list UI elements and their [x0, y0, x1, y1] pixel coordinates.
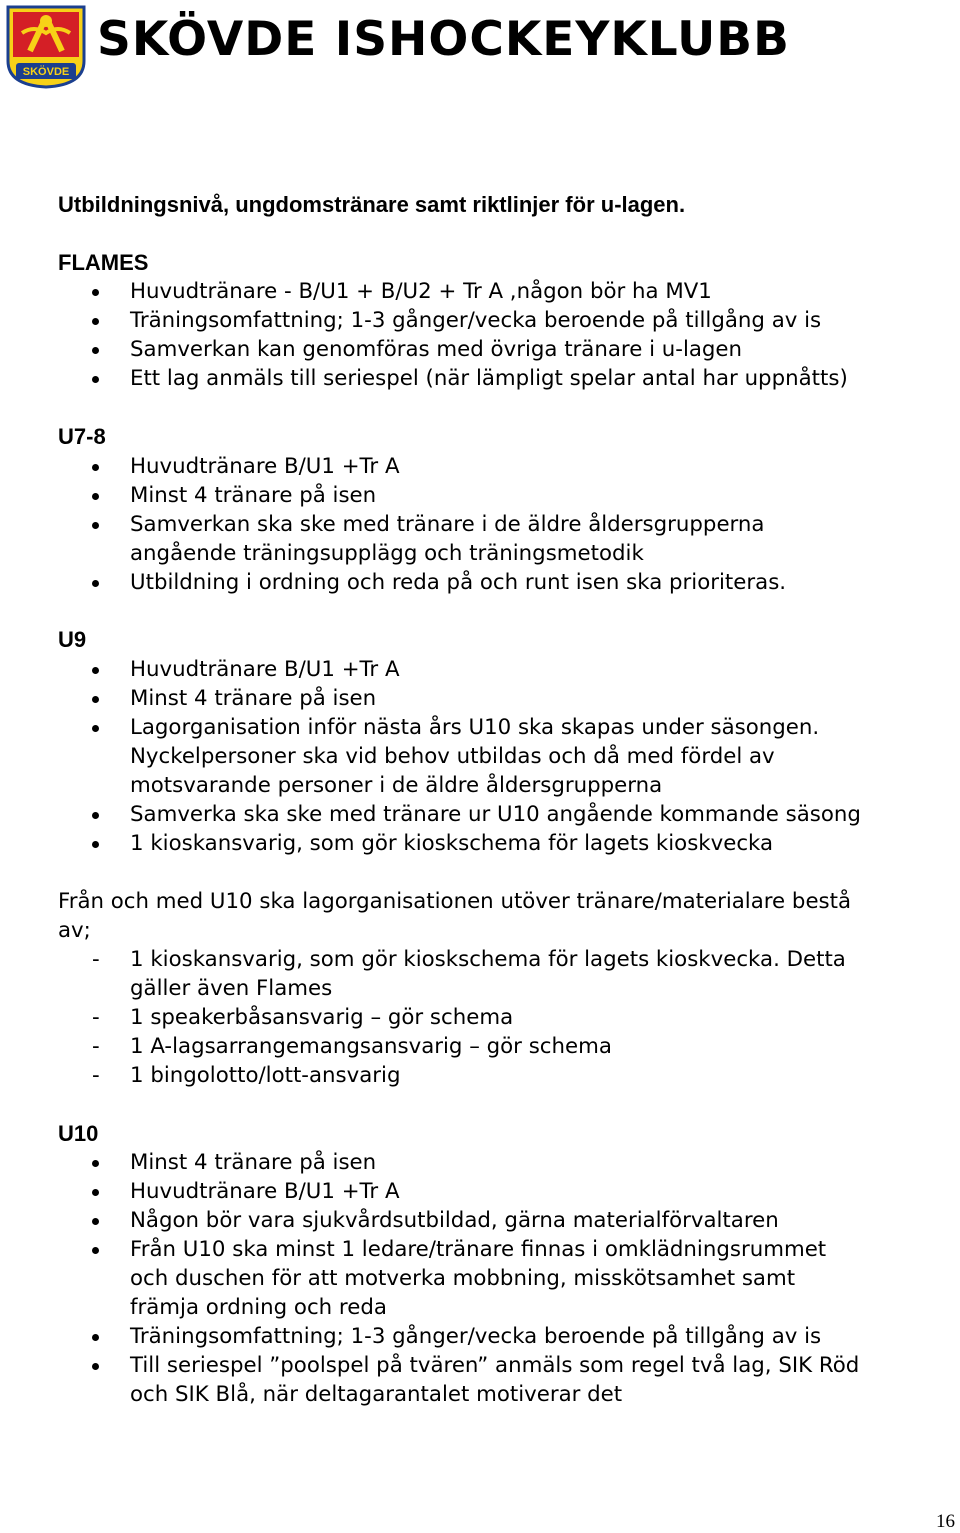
org-intro-line: Från och med U10 ska lagorganisationen utöver tränare/materialare bestå: [58, 889, 852, 914]
list-item-text: Träningsomfattning; 1-3 gånger/vecka beroende på tillgång av is: [130, 1324, 822, 1349]
list-item: Samverkan kan genomföras med övriga tränare i u-lagen: [0, 335, 960, 364]
section-title-u7-8: U7-8: [58, 424, 106, 449]
list-item-text: Minst 4 tränare på isen: [130, 1150, 377, 1175]
list-item-text: Från U10 ska minst 1 ledare/tränare finnas i omklädningsrummet: [130, 1237, 827, 1262]
list-item-text: gäller även Flames: [130, 976, 333, 1001]
list-item: [0, 1148, 960, 1177]
section-title-u10: U10: [58, 1121, 99, 1146]
list-item: [0, 452, 960, 481]
list-item-text: - 1 speakerbåsansvarig – gör schema: [130, 1005, 514, 1030]
list-item: [0, 1032, 960, 1061]
section-title-u9: U9: [58, 627, 87, 652]
list-item-text: Lagorganisation inför nästa års U10 ska skapas under säsongen.: [130, 715, 820, 740]
org-list: [0, 945, 960, 1090]
list-item: [0, 713, 960, 800]
list-item-text: främja ordning och reda: [130, 1295, 387, 1320]
u7-8-list: [0, 452, 960, 597]
list-item-text: Till seriespel ”poolspel på tvären” anmäls som regel två lag, SIK Röd: [130, 1353, 860, 1378]
u10-list: [0, 1148, 960, 1409]
logo-text: SKÖVDE: [22, 66, 70, 78]
list-item: [0, 1322, 960, 1351]
list-item-text: Minst 4 tränare på isen: [130, 686, 377, 711]
list-item-text: Huvudtränare B/U1 +Tr A: [130, 657, 400, 682]
list-item-text: Huvudtränare B/U1 +Tr A: [130, 1179, 400, 1204]
list-item-text: motsvarande personer i de äldre åldersgrupperna: [130, 773, 663, 798]
list-item: Huvudtränare - B/U1 + B/U2 + Tr A ,någon bör ha MV1: [0, 277, 960, 306]
list-item: [0, 1177, 960, 1206]
document-heading: Utbildningsnivå, ungdomstränare samt riktlinjer för u-lagen.: [58, 192, 686, 217]
list-item-text: Samverkan ska ske med tränare i de äldre åldersgrupperna: [130, 512, 765, 537]
list-item: [0, 945, 960, 1003]
list-item: [0, 510, 960, 568]
list-item: [0, 1235, 960, 1322]
list-item: [0, 481, 960, 510]
list-item-text: - 1 A-lagsarrangemangsansvarig – gör schema: [130, 1034, 612, 1059]
list-item: [0, 1351, 960, 1409]
list-item-text: angående träningsupplägg och träningsmetodik: [130, 541, 644, 566]
list-item: [0, 800, 960, 829]
list-item-text: Minst 4 tränare på isen: [130, 483, 377, 508]
list-item: [0, 684, 960, 713]
list-item-text: - 1 bingolotto/lott-ansvarig: [130, 1063, 401, 1088]
list-item-text: 1 kioskansvarig, som gör kioskschema för lagets kioskvecka: [130, 831, 774, 856]
flames-list: [0, 277, 960, 393]
list-item-text: Samverka ska ske med tränare ur U10 angående kommande säsong: [130, 802, 861, 827]
list-item-text: och SIK Blå, när deltagarantalet motiverar det: [130, 1382, 623, 1407]
list-item-text: Huvudtränare B/U1 +Tr A: [130, 454, 400, 479]
section-title-flames: FLAMES: [58, 250, 149, 275]
org-intro-line: av;: [58, 918, 91, 943]
list-item: Träningsomfattning; 1-3 gånger/vecka beroende på tillgång av is: [0, 306, 960, 335]
list-item-text: Utbildning i ordning och reda på och runt isen ska prioriteras.: [130, 570, 787, 595]
list-item: [0, 1003, 960, 1032]
list-item: [0, 829, 960, 858]
list-item-text: och duschen för att motverka mobbning, misskötsamhet samt: [130, 1266, 796, 1291]
list-item: [0, 1061, 960, 1090]
list-item: [0, 568, 960, 597]
list-item: Ett lag anmäls till seriespel (när lämpligt spelar antal har uppnåtts): [0, 364, 960, 393]
list-item-text: - 1 kioskansvarig, som gör kioskschema för lagets kioskvecka. Detta: [130, 947, 846, 972]
list-item: [0, 655, 960, 684]
page-number: 16: [936, 1511, 955, 1532]
list-item-text: Någon bör vara sjukvårdsutbildad, gärna materialförvaltaren: [130, 1208, 779, 1233]
club-logo: [4, 3, 88, 89]
club-title: SKÖVDE ISHOCKEYKLUBB: [97, 12, 790, 67]
org-intro: [58, 887, 851, 945]
list-item-text: Nyckelpersoner ska vid behov utbildas och då med fördel av: [130, 744, 775, 769]
list-item: [0, 1206, 960, 1235]
u9-list: [0, 655, 960, 858]
